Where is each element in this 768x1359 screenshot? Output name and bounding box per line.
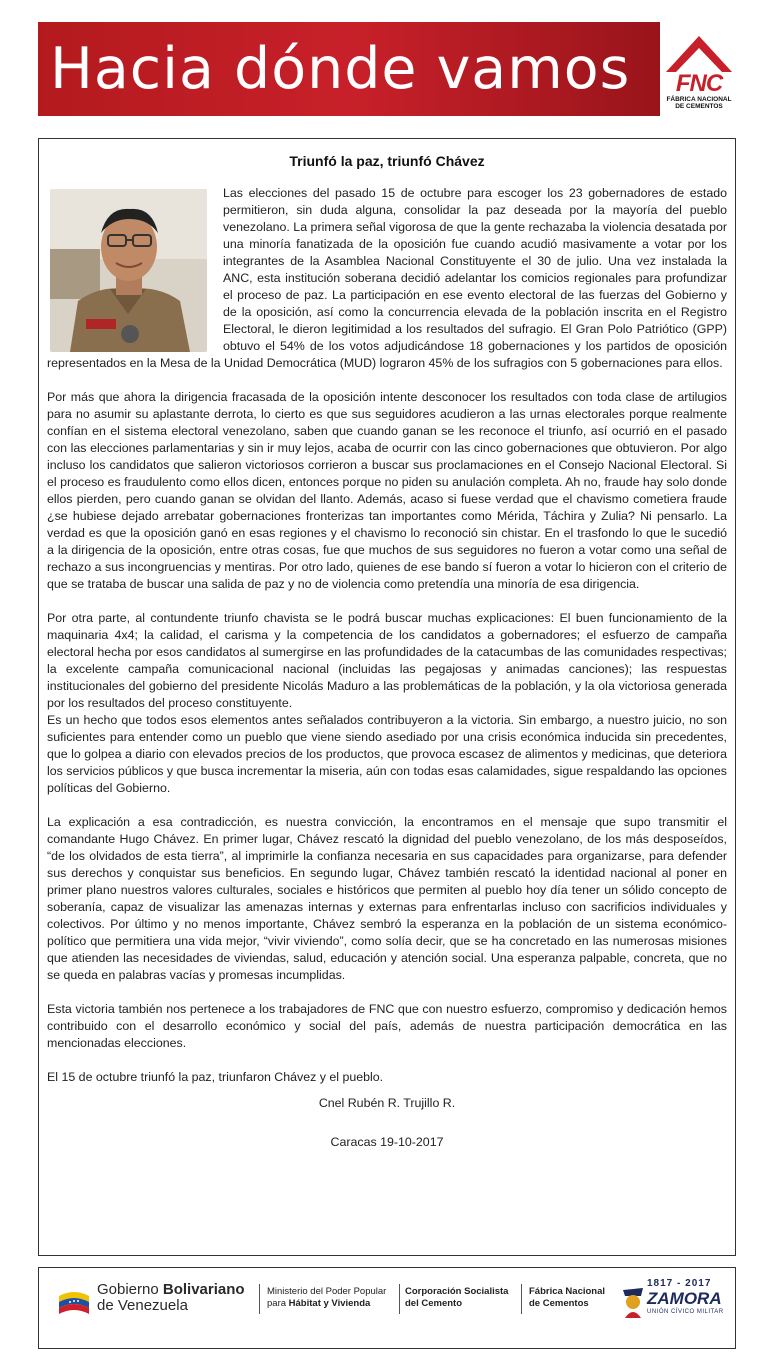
fnc-logo xyxy=(660,22,738,116)
footer-logos xyxy=(38,1267,736,1349)
fabrica-logo: Fábrica Nacional de Cementos xyxy=(529,1286,606,1309)
divider xyxy=(259,1284,260,1314)
article-box xyxy=(38,138,736,1256)
zamora-logo: 1817 - 2017 ZAMORA UNIÓN CÍVICO MILITAR xyxy=(619,1278,729,1328)
paragraph: La explicación a esa contradicción, es nuestra convicción, la encontramos en el mensaje que supo transmitir el comandante Hugo Chávez. En primer lugar, Chávez rescató la dignidad del pueblo venezolano, de los más desposeídos, “de los olvidados de esta tierra”, al imprimirle la confianza necesaria en sus capacidades para organizarse, para defender sus derechos y conquistar sus beneficios. En segundo lugar, Chávez también rescató la identidad nacional al poner en primer plano nuestros valores culturales, sociales e históricos que permiten al pueblo hoy día tener un sólido concepto de soberanía, capaz de visualizar las amenazas internas y externas para enfrentarlas incluso con sacrificios individuales y colectivos. Por último y no menos importante, Chávez sembró la esperanza en la población de un sistema económico-político que permitiera una vida mejor, “vivir viviendo”, como solía decir, que se ha concretado en las numerosas misiones que atienden las necesidades de viviendas, salud, educación y atención social. Una esperanza palpable, concreta, que no se queda en palabras vacías y promesas incumplidas. xyxy=(47,815,727,982)
divider xyxy=(521,1284,522,1314)
fnc-logo-caption: FÁBRICA NACIONAL DE CEMENTOS xyxy=(666,96,732,110)
zamora-emblem-icon xyxy=(619,1284,647,1320)
article-body xyxy=(47,185,727,1170)
place-date: Caracas 19-10-2017 xyxy=(330,1135,444,1149)
paragraph: Esta victoria también nos pertenece a los trabajadores de FNC que con nuestro esfuerzo, compromiso y dedicación hemos contribuido con el desarrollo económico y social del país, además de nuestra participación democrática en las mencionadas elecciones. xyxy=(47,1002,727,1050)
paragraph: Por más que ahora la dirigencia fracasada de la oposición intente desconocer los resultados con toda clase de artilugios para no asumir su aplastante derrota, lo cierto es que sus seguidores acudieron a las urnas electorales porque realmente confían en el sistema electoral venezolano, saben que cuando ganan se les reconoce el triunfo, así ocurrió en el pasado con las elecciones parlamentarias y sin ir muy lejos, acaba de ocurrir con las cinco gobernaciones que obtuvieron. Por algo incluso los candidatos que salieron victoriosos corrieron a buscar sus proclamaciones en el Consejo Nacional Electoral. Si el proceso es fraudulento como ellos dicen, entonces porque no piden su anulación completa. Ah no, fraude hay solo donde ellos pierden, pero cuando ganan se olvidan del llanto. Además, acaso si fuese verdad que el chavismo cometiera fraude ¿se hubiese dejado arrebatar gobernaciones fronterizas tan importantes como Mérida, Táchira y Zulia? Ni pensarlo. La verdad es que la oposición ganó en esas regiones y el chavismo lo reconoció sin chistar. En el trasfondo lo que le sucedió a la dirigencia de la oposición, entre otras cosas, fue que muchos de sus seguidores no fueron a votar como una señal de rechazo a sus incongruencias y mentiras. Por otro lado, quienes de ese bando sí fueron a votar lo hicieron con el criterio de que se trataba de buscar una salida de paz y no de violencia como pretendía una minoría de esa dirigencia. xyxy=(47,390,727,591)
ministry-logo: Ministerio del Poder Popular para Hábitat y Vivienda xyxy=(267,1286,387,1309)
factory-roof-icon xyxy=(664,32,734,74)
page-title: Hacia dónde vamos xyxy=(50,36,631,102)
article-title: Triunfó la paz, triunfó Chávez xyxy=(289,153,485,169)
gobierno-bolivariano-logo: Gobierno Bolivariano de Venezuela xyxy=(97,1281,245,1314)
header-banner xyxy=(38,22,738,116)
paragraph: Por otra parte, al contundente triunfo chavista se le podrá buscar muchas explicaciones: El buen funcionamiento de la maquinaria 4x4; la calidad, el carisma y la competencia de los candidatos a gobernadores; el esfuerzo de campaña electoral hecha por esos candidatos al sumergirse en las profundidades de la catacumbas de las comunidades respectivas; la excelente campaña comunicacional nacional (incluidas las pegajosas y animadas canciones); las respuestas institucionales del gobierno del presidente Nicolás Maduro a las problemáticas de la población, y la ola victoriosa generada por los resultados del proceso constituyente. xyxy=(47,611,727,710)
corporacion-logo: Corporación Socialista del Cemento xyxy=(405,1286,509,1309)
divider xyxy=(399,1284,400,1314)
venezuela-flag-icon xyxy=(57,1286,91,1322)
paragraph: El 15 de octubre triunfó la paz, triunfaron Chávez y el pueblo. xyxy=(47,1070,384,1084)
paragraph: Las elecciones del pasado 15 de octubre para escoger los 23 gobernadores de estado permitieron, sin duda alguna, consolidar la paz deseada por la mayoría del pueblo venezolano. La primera señal vigorosa de que la gente rechazaba la violencia desatada por una minoría fanatizada de la oposición fue cuando acudió masivamente a votar por los integrantes de la Asamblea Nacional Constituyente el 30 de julio. Una vez instalada la ANC, esta institución soberana decidió adelantar los comicios regionales para profundizar el proceso de paz. La participación en ese evento electoral de las fuerzas del Gobierno y de la oposición, así como la concurrencia elevada de la población inscrita en el Registro Electoral, le dieron legitimidad a los resultados del sufragio. El Gran Polo Patriótico (GPP) obtuvo el 54% de los votos adjudicándose 18 gobernaciones y los partidos de oposición representados en la Mesa de la Unidad Democrática (MUD) lograron 45% de los sufragios con 5 gobernaciones para ellos. xyxy=(47,186,727,370)
author-signature: Cnel Rubén R. Trujillo R. xyxy=(318,1096,456,1110)
paragraph: Es un hecho que todos esos elementos antes señalados contribuyeron a la victoria. Sin embargo, a nuestro juicio, no son suficientes para entender como un pueblo que viene siendo asediado por una crisis económica inducida sin precedentes, que lo golpea a diario con elevados precios de los productos, que provoca escasez de alimentos y medicinas, que deteriora los servicios públicos y que busca incrementar la miseria, aún con todas esas calamidades, sigue respaldando las opciones políticas del Gobierno. xyxy=(47,713,727,795)
fnc-logo-letters: FNC xyxy=(675,70,723,97)
